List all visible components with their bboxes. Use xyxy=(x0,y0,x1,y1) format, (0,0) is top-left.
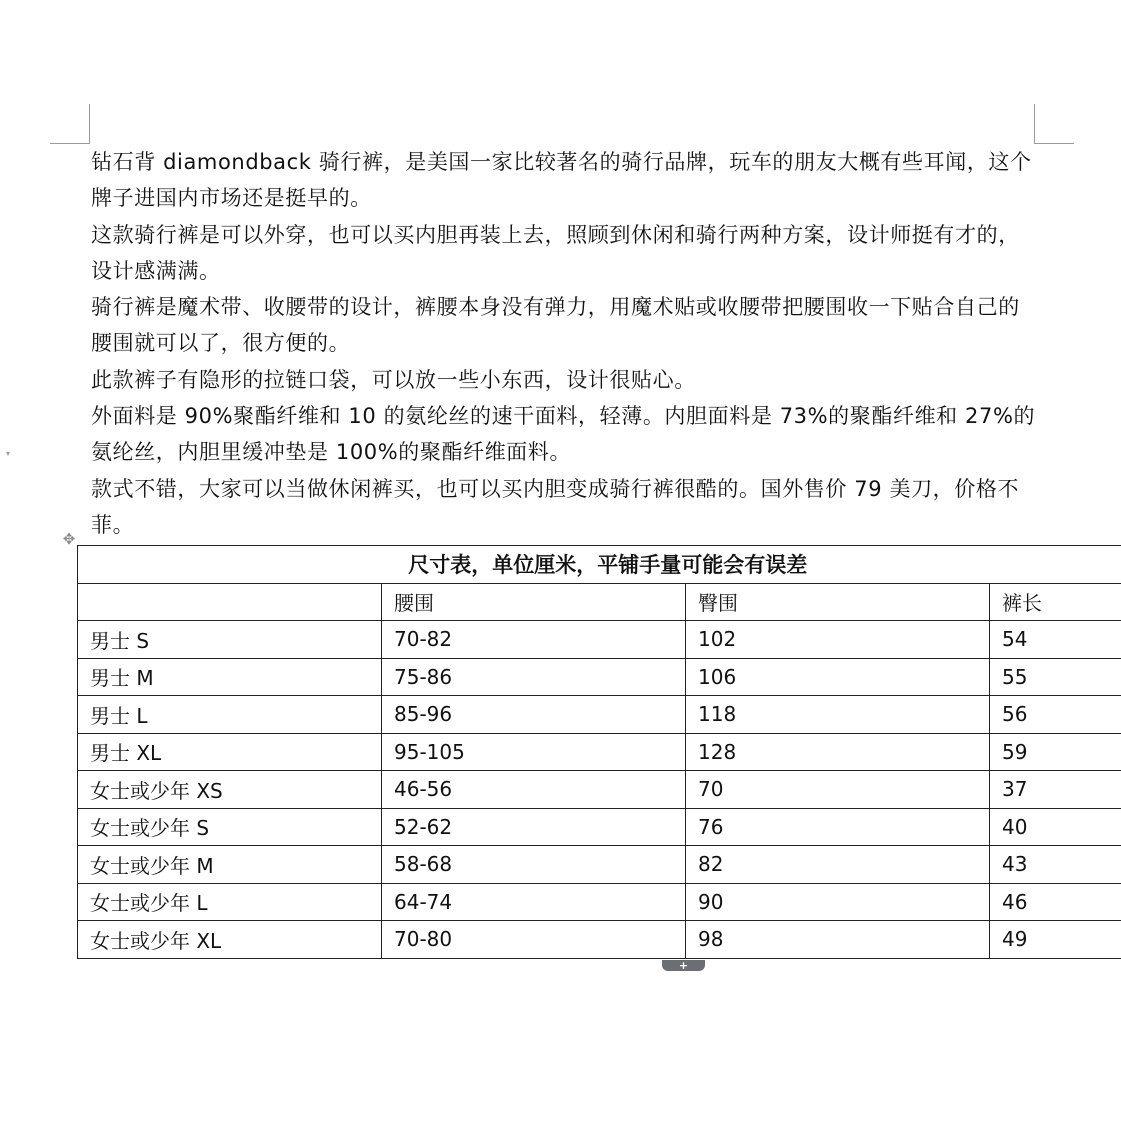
table-row xyxy=(78,658,1121,696)
waist-cell[interactable]: 95-105 xyxy=(382,733,686,771)
table-row xyxy=(78,808,1121,846)
length-cell[interactable]: 40 xyxy=(990,808,1121,846)
waist-cell[interactable]: 58-68 xyxy=(382,846,686,884)
size-table xyxy=(77,545,1121,959)
size-cell[interactable]: 女士或少年 XL xyxy=(78,921,382,959)
header-cell-waist[interactable]: 腰围 xyxy=(382,583,686,621)
hip-cell[interactable]: 82 xyxy=(686,846,990,884)
hip-cell[interactable]: 76 xyxy=(686,808,990,846)
table-row xyxy=(78,733,1121,771)
hip-cell[interactable]: 90 xyxy=(686,883,990,921)
size-cell[interactable]: 男士 S xyxy=(78,621,382,659)
paragraph-1: 钻石背 diamondback 骑行裤，是美国一家比较著名的骑行品牌，玩车的朋友大概有些耳闻，这个牌子进国内市场还是挺早的。 xyxy=(91,150,1032,211)
header-cell-length[interactable]: 裤长 xyxy=(990,583,1121,621)
paragraph-3: 骑行裤是魔术带、收腰带的设计，裤腰本身没有弹力，用魔术贴或收腰带把腰围收一下贴合自己的腰围就可以了，很方便的。 xyxy=(91,295,1020,356)
move-icon[interactable]: ✥ xyxy=(62,530,76,548)
table-row xyxy=(78,921,1121,959)
length-cell[interactable]: 46 xyxy=(990,883,1121,921)
length-cell[interactable]: 49 xyxy=(990,921,1121,959)
size-cell[interactable]: 男士 L xyxy=(78,696,382,734)
length-cell[interactable]: 54 xyxy=(990,621,1121,659)
triangle-down-icon: ▾ xyxy=(6,449,11,458)
waist-cell[interactable]: 75-86 xyxy=(382,658,686,696)
table-row xyxy=(78,621,1121,659)
paragraph-4: 此款裤子有隐形的拉链口袋，可以放一些小东西，设计很贴心。 xyxy=(91,367,696,392)
length-cell[interactable]: 59 xyxy=(990,733,1121,771)
header-cell-hip[interactable]: 臀围 xyxy=(686,583,990,621)
waist-cell[interactable]: 70-82 xyxy=(382,621,686,659)
hip-cell[interactable]: 128 xyxy=(686,733,990,771)
crop-mark-top-left-horizontal xyxy=(50,143,90,144)
header-cell-empty[interactable] xyxy=(78,583,382,621)
table-title-row xyxy=(78,546,1121,584)
size-cell[interactable]: 女士或少年 M xyxy=(78,846,382,884)
crop-mark-top-right-vertical xyxy=(1034,104,1035,144)
hip-cell[interactable]: 98 xyxy=(686,921,990,959)
hip-cell[interactable]: 106 xyxy=(686,658,990,696)
table-row xyxy=(78,846,1121,884)
paragraph-5: 外面料是 90%聚酯纤维和 10 的氨纶丝的速干面料，轻薄。内胆面料是 73%的聚酯纤维和 27%的氨纶丝，内胆里缓冲垫是 100%的聚酯纤维面料。 xyxy=(91,404,1036,465)
table-row xyxy=(78,883,1121,921)
hip-cell[interactable]: 118 xyxy=(686,696,990,734)
table-header-row xyxy=(78,583,1121,621)
waist-cell[interactable]: 85-96 xyxy=(382,696,686,734)
waist-cell[interactable]: 64-74 xyxy=(382,883,686,921)
paragraph-6: 款式不错，大家可以当做休闲裤买，也可以买内胆变成骑行裤很酷的。国外售价 79 美刀，价格不菲。 xyxy=(91,476,1020,537)
size-cell[interactable]: 女士或少年 XS xyxy=(78,771,382,809)
waist-cell[interactable]: 46-56 xyxy=(382,771,686,809)
table-row xyxy=(78,771,1121,809)
size-cell[interactable]: 女士或少年 S xyxy=(78,808,382,846)
size-cell[interactable]: 女士或少年 L xyxy=(78,883,382,921)
length-cell[interactable]: 43 xyxy=(990,846,1121,884)
length-cell[interactable]: 56 xyxy=(990,696,1121,734)
hip-cell[interactable]: 102 xyxy=(686,621,990,659)
paragraph-2: 这款骑行裤是可以外穿，也可以买内胆再装上去，照顾到休闲和骑行两种方案，设计师挺有才的，设计感满满。 xyxy=(91,222,1020,283)
hip-cell[interactable]: 70 xyxy=(686,771,990,809)
table-title: 尺寸表，单位厘米，平铺手量可能会有误差 xyxy=(78,546,1121,584)
crop-mark-top-left-vertical xyxy=(89,104,90,144)
table-row xyxy=(78,696,1121,734)
waist-cell[interactable]: 70-80 xyxy=(382,921,686,959)
waist-cell[interactable]: 52-62 xyxy=(382,808,686,846)
size-cell[interactable]: 男士 XL xyxy=(78,733,382,771)
size-cell[interactable]: 男士 M xyxy=(78,658,382,696)
length-cell[interactable]: 37 xyxy=(990,771,1121,809)
length-cell[interactable]: 55 xyxy=(990,658,1121,696)
document-body[interactable] xyxy=(91,144,1041,543)
plus-icon[interactable]: + xyxy=(662,960,705,971)
